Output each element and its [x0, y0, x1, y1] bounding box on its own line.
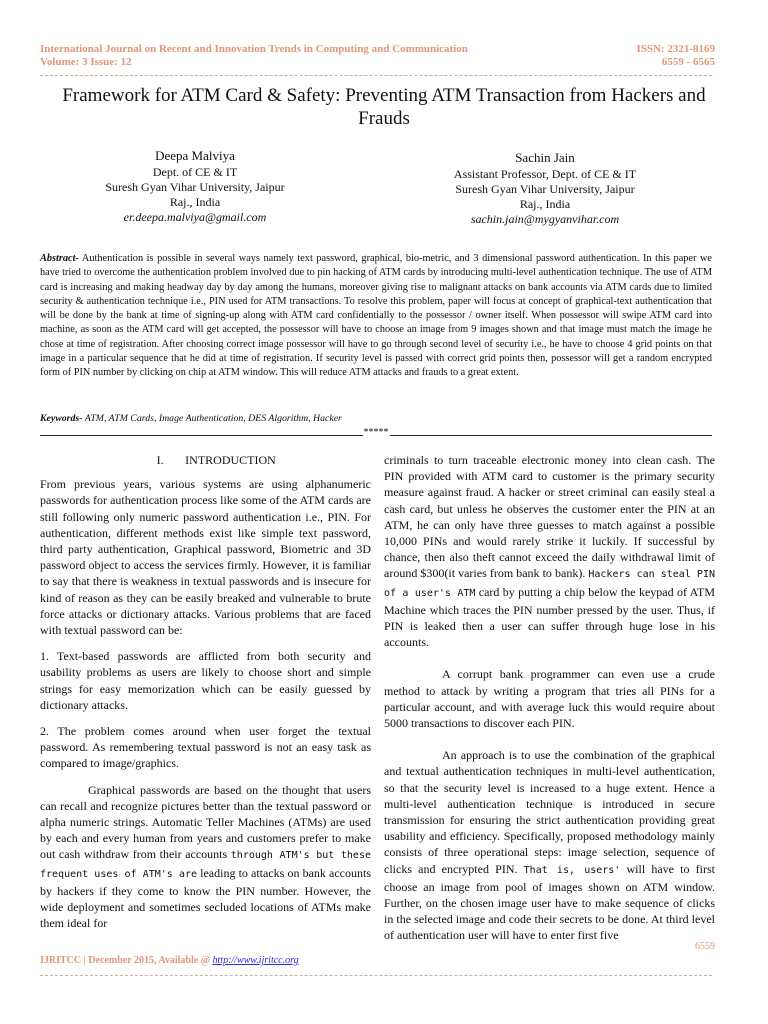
author-affiliation: Assistant Professor, Dept. of CE & IT — [453, 167, 637, 181]
author-affiliation: Raj., India — [519, 197, 571, 211]
paragraph-text-mono: Hackers can steal PIN of a user's ATM — [384, 569, 715, 599]
abstract-text: Authentication is possible in several ways namely text password, graphical, bio-metric, and 3 dimensional password authentication. In this paper we have tried to overcome the authentication problem involved due to pin hacking of ATM cards by introducing multi-level authentication technique. The use of ATM card is increasing and making headway day by day among the humans, moreover giving rise to malignant attacks on bank accounts via ATM cards due to limited security & authentication technique i.e., PIN used for ATM transactions. To resolve this problem, paper will focus at concept of graphical-text authentication that will be done by the bank at time of signing-up along with ATM card confidentially to the possessor / owner itself. When possessor will swipe ATM card into machine, as soon as the ATM card will get accepted, the possessor will have to choose an image from 9 images shown and that image must match the image he chose at time of registration. After choosing correct image possessor will have to go through second level of security i.e., he have to choose 4 grid points on that image in a particular sequence that he did at time of registration. If security level is passed with correct grid points then, possessor will get a random encrypted form of PIN number by clicking on chip at ATM window. This will reduce ATM attacks and frauds to a great extent. — [40, 253, 712, 379]
page-range: 6559 - 6565 — [661, 56, 715, 68]
paragraph: 2. The problem comes around when user forget the textual password. As remembering textual password is not an easy task as compared to image/graphics. — [40, 724, 371, 771]
author-1 — [70, 148, 320, 225]
keywords-text: ATM, ATM Cards, Image Authentication, DES Algorithm, Hacker — [82, 413, 342, 424]
journal-volume: Volume: 3 Issue: 12 — [40, 56, 132, 68]
paragraph: 1. Text-based passwords are afflicted from both security and usability problems as users are likely to choose short and simple strings for easy memorization which can be easily guessed by dictionary attacks. — [40, 649, 371, 712]
paragraph-text: criminals to turn traceable electronic money into clean cash. The PIN provided with ATM card to customer is the primary security measure against fraud. A hacker or street criminal can easily steal a cash card, but unless he observes the customer enter the PIN at an ATM, he can only have three guesses to match against a possible 10,000 PINs and would rarely strike it luckily. If successful by chance, then also theft cannot exceed the daily withdrawal limit of around $300(it varies from bank to bank). — [384, 453, 715, 581]
keywords-label: Keywords- — [40, 413, 83, 424]
paragraph-text-mono: That is, users' — [523, 864, 621, 876]
author-email[interactable]: sachin.jain@mygyanvihar.com — [470, 212, 620, 226]
page-number: 6559 — [695, 941, 715, 952]
issn: ISSN: 2321-8169 — [636, 43, 715, 55]
paragraph: From previous years, various systems are using alphanumeric passwords for authentication process like some of the ATM cards are still following only numeric password authentication i.e., PIN. For authentication, different methods exist like simple text password, third party authentication, Graphical password, Biometric and 3D password object to access the services firmly. However, it is familiar to say that there is weakness in textual passwords and is insecure for kind of reason as they can be easily breaked and vulnerable to brute force attacks or dictionary attacks. Various problems that are faced with textual password can be: — [40, 477, 371, 638]
separator-line — [390, 430, 713, 436]
separator-stars: ***** — [363, 427, 389, 438]
keywords — [40, 412, 342, 425]
paragraph: A corrupt bank programmer can even use a crude method to attack by writing a program that tries all PINs for a particular account, and with average luck this would require about 5000 transactions to discover each PIN. — [384, 667, 715, 731]
paragraph-text: Graphical passwords are based on the thought that users can recall and recognize pictures better than the textual password or alpha numeric strings. Automatic Teller Machines (ATMs) are used by each and every human from years and customers prefer to make out cash withdraw from their accounts — [40, 782, 371, 862]
paragraph-text: will have to first choose an image from pool of images shown on ATM window. Further, on the chosen image user have to make sequence of clicks in the selected image and code their secrets to be done. At third level of authentication user will have to enter first five — [384, 861, 715, 943]
right-column — [384, 452, 715, 954]
section-separator — [40, 427, 712, 439]
paragraph-text: leading to attacks on bank accounts by hackers if they come to know the PIN number. However, the wide deployment and sometimes secluded locations of ATMs make them ideal for — [40, 865, 371, 931]
paragraph-text-mono: through ATM's but these frequent uses of ATM's are — [40, 850, 371, 880]
journal-name: International Journal on Recent and Innovation Trends in Computing and Communication — [40, 43, 468, 55]
separator-line — [40, 430, 363, 436]
paragraph — [40, 782, 371, 932]
section-number: I. — [156, 453, 164, 467]
abstract — [40, 252, 712, 381]
paper-title: Framework for ATM Card & Safety: Preventing ATM Transaction from Hackers and Frauds — [62, 85, 706, 129]
section-title: INTRODUCTION — [185, 453, 276, 467]
author-affiliation: Dept. of CE & IT — [152, 165, 238, 179]
author-email[interactable]: er.deepa.malviya@gmail.com — [123, 210, 267, 224]
author-affiliation: Suresh Gyan Vihar University, Jaipur — [105, 180, 285, 194]
footer-text: IJRITCC | December 2015, Available @ — [40, 955, 213, 966]
paragraph-text: An approach is to use the combination of the graphical and textual authentication techniques in multi-level authentication, so that the security level is increased to a huge extent. Hence a multi-level authentication technique is introduced in secure transmission for ensuring the strict authentication providing great usability and efficiency. Specifically, proposed methodology mainly consists of three operational steps: image selection, sequence of clicks and encrypted PIN. — [384, 748, 715, 876]
paragraph — [384, 452, 715, 650]
footer — [40, 955, 299, 966]
journal-header — [40, 43, 468, 69]
author-affiliation: Raj., India — [169, 195, 221, 209]
header-divider — [40, 75, 712, 76]
abstract-label: Abstract- — [40, 253, 79, 264]
footer-link[interactable]: http://www.ijritcc.org — [212, 955, 299, 966]
paragraph — [384, 747, 715, 943]
author-name: Deepa Malviya — [155, 148, 235, 163]
paragraph-text: card by putting a chip below the keypad of ATM Machine which traces the PIN number pressed by the user. Thus, if PIN is leaked then a user can suffer through huge lose in his accounts. — [384, 584, 715, 650]
footer-divider — [40, 975, 712, 976]
issn-block — [600, 43, 715, 69]
section-heading — [40, 452, 371, 468]
author-name: Sachin Jain — [515, 150, 575, 165]
left-column — [40, 452, 371, 941]
author-2 — [420, 150, 670, 227]
author-affiliation: Suresh Gyan Vihar University, Jaipur — [455, 182, 635, 196]
